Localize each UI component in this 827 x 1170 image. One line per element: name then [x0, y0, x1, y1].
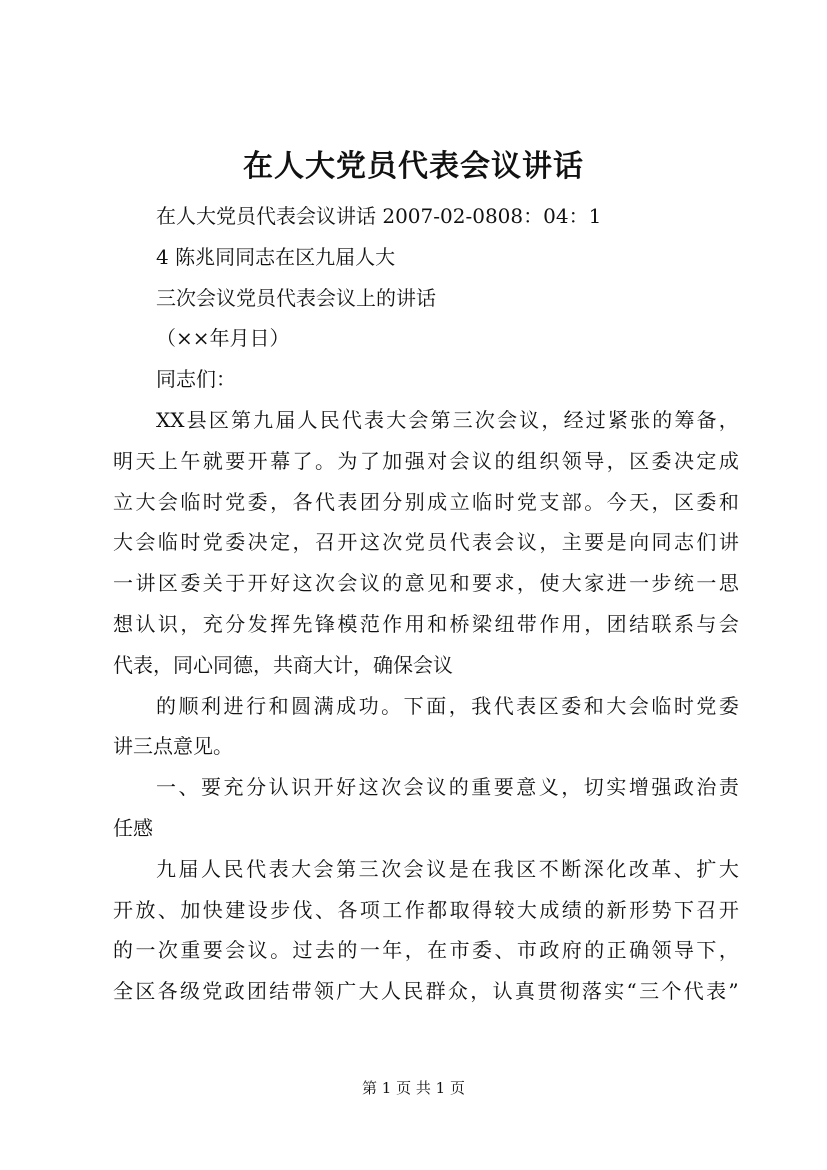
text-line: 代表，同心同德，共商大计，确保会议: [113, 652, 453, 677]
text-line: 大 会 临 时 党 委 决 定 ， 召 开 这 次 党 员 代 表 会 议 ， 主 要 是 向 同 志 们 讲: [113, 530, 739, 555]
text-line: 开 放 、 加 快 建 设 步 伐 、 各 项 工 作 都 取 得 较 大 成 绩 的 新 形 势 下 召 开: [113, 897, 739, 922]
text-line: 的 一 次 重 要 会 议 。 过 去 的 一 年 ， 在 市 委 、 市 政 府 的 正 确 领 导 下 ，: [113, 938, 739, 963]
text-line: XX 县 区 第 九 届 人 民 代 表 大 会 第 三 次 会 议 ， 经 过 紧 张 的 筹 备 ，: [156, 407, 739, 432]
text-line: 明 天 上 午 就 要 开 幕 了 。 为 了 加 强 对 会 议 的 组 织 领 导 ， 区 委 决 定 成: [113, 448, 739, 473]
text-line: 一 讲 区 委 关 于 开 好 这 次 会 议 的 意 见 和 要 求 ， 使 大 家 进 一 步 统 一 思: [113, 571, 739, 596]
text-line: 讲三点意见。: [113, 734, 233, 759]
text-line: 4 陈兆同同志在区九届人大: [156, 244, 396, 269]
text-line: 一 、 要 充 分 认 识 开 好 这 次 会 议 的 重 要 意 义 ， 切 实 增 强 政 治 责: [156, 775, 739, 800]
text-line: 在人大党员代表会议讲话 2007-02-0808：04：1: [156, 204, 602, 228]
text-line: 立 大 会 临 时 党 委 ， 各 代 表 团 分 别 成 立 临 时 党 支 部 。 今 天 ， 区 委 和: [113, 489, 739, 514]
text-line: 全 区 各 级 党 政 团 结 带 领 广 大 人 民 群 众 ， 认 真 贯 彻 落 实 “ 三 个 代 表 ”: [113, 979, 739, 1004]
page-footer: 第 1 页 共 1 页: [362, 1079, 465, 1097]
text-line: 九 届 人 民 代 表 大 会 第 三 次 会 议 是 在 我 区 不 断 深 化 改 革 、 扩 大: [156, 856, 739, 881]
text-line: 三次会议党员代表会议上的讲话: [156, 285, 436, 310]
text-line: 同志们：: [156, 367, 236, 392]
text-line: 任感: [113, 815, 153, 840]
text-line: （××年月日）: [156, 326, 290, 351]
text-line: 的 顺 利 进 行 和 圆 满 成 功 。 下 面 ， 我 代 表 区 委 和 大 会 临 时 党 委: [156, 693, 739, 718]
document-body: [113, 196, 739, 1012]
document-title: 在人大党员代表会议讲话: [243, 149, 584, 184]
text-line: 想 认 识 ， 充 分 发 挥 先 锋 模 范 作 用 和 桥 梁 纽 带 作 用 ， 团 结 联 系 与 会: [113, 611, 739, 636]
